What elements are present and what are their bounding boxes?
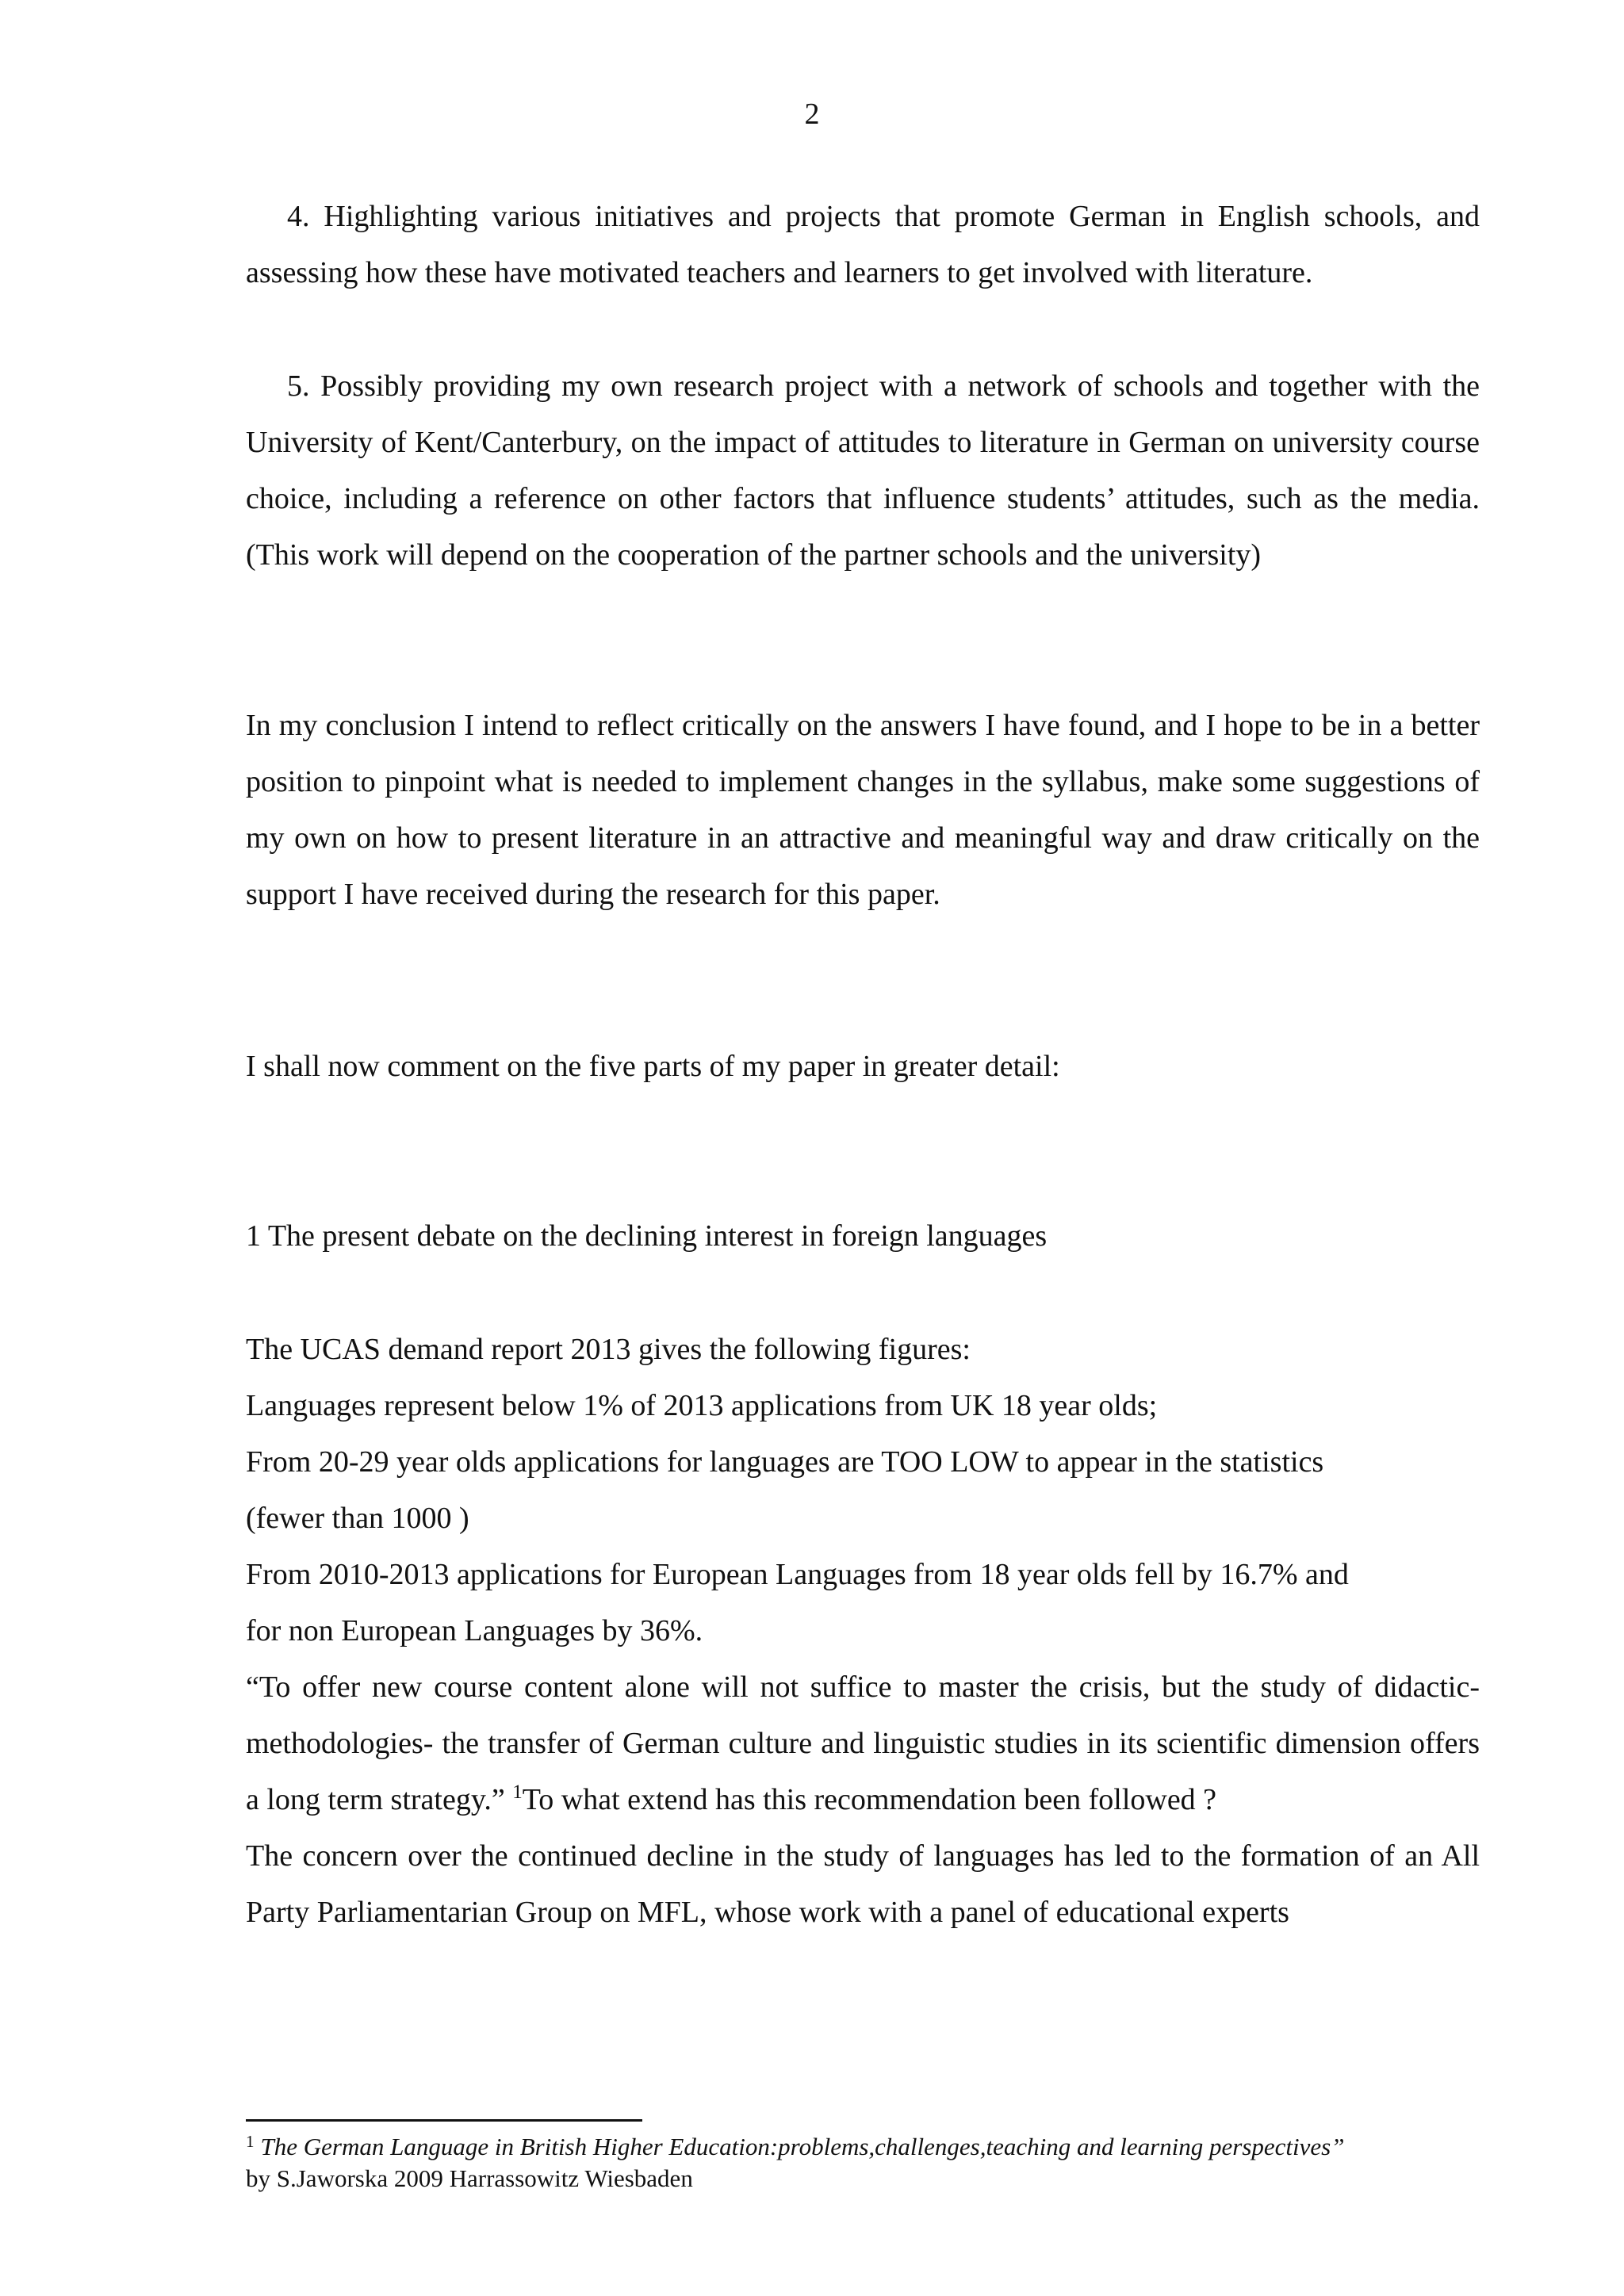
section-heading: 1 The present debate on the declining interest in foreign languages	[246, 1219, 1048, 1253]
quote-paragraph	[246, 1659, 1480, 1828]
footnote-title: The German Language in British Higher Education:problems,challenges,teaching and learning perspectives”	[260, 2133, 1345, 2160]
list-item-text: Highlighting various initiatives and projects that promote German in English schools, and assessing how these have motivated teachers and learners to get involved with literature.	[246, 200, 1480, 289]
stat-line: From 2010-2013 applications for European Languages from 18 year olds fell by 16.7% and	[246, 1558, 1349, 1591]
stat-line: Languages represent below 1% of 2013 applications from UK 18 year olds;	[246, 1389, 1158, 1422]
list-item-5	[246, 358, 1480, 584]
intro-detail-paragraph: I shall now comment on the five parts of my paper in greater detail:	[246, 1050, 1060, 1083]
footnote-byline: by S.Jaworska 2009 Harrassowitz Wiesbaden	[246, 2164, 693, 2192]
footnote-divider	[246, 2119, 642, 2122]
conclusion-paragraph: In my conclusion I intend to reflect critically on the answers I have found, and I hope to be in a better position to pinpoint what is needed to implement changes in the syllabus, make some suggestions of my own on how to present literature in an attractive and meaningful way and draw critically on the support I have received during the research for this paper.	[246, 709, 1480, 911]
list-item-number: 5.	[287, 369, 310, 403]
footnote	[246, 2131, 1515, 2195]
list-item-text: Possibly providing my own research project with a network of schools and together with the University of Kent/Canterbury, on the impact of attitudes to literature in German on university course choice, including a reference on other factors that influence students’ attitudes, such as the media. (This work will depend on the cooperation of the partner schools and the university)	[246, 369, 1480, 572]
stat-line: for non European Languages by 36%.	[246, 1614, 703, 1647]
footnote-reference[interactable]: 1	[512, 1781, 523, 1803]
list-item-4	[246, 189, 1480, 301]
stats-intro: The UCAS demand report 2013 gives the following figures:	[246, 1333, 971, 1366]
stat-line: (fewer than 1000 )	[246, 1502, 469, 1535]
section-body	[246, 1322, 1480, 1941]
footnote-title-line	[246, 2131, 1515, 2163]
quote-followup: To what extend has this recommendation been followed ?	[522, 1783, 1217, 1816]
list-item-number: 4.	[287, 200, 310, 233]
footnote-marker: 1	[246, 2132, 255, 2151]
stat-line: From 20-29 year olds applications for languages are TOO LOW to appear in the statistics	[246, 1445, 1324, 1479]
page-number: 2	[804, 98, 820, 131]
concern-paragraph: The concern over the continued decline in the study of languages has led to the formation of an All Party Parliamentarian Group on MFL, whose work with a panel of educational experts	[246, 1839, 1480, 1929]
quote-text: “To offer new course content alone will not suffice to master the crisis, but the study of didactic-methodologies- the transfer of German culture and linguistic studies in its scientific dimension offers a long term strategy.”	[246, 1670, 1480, 1816]
